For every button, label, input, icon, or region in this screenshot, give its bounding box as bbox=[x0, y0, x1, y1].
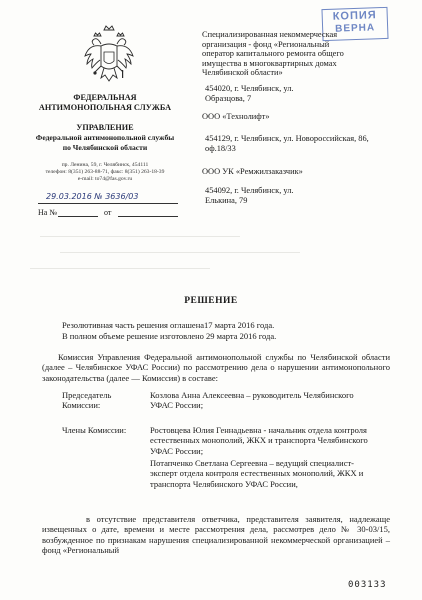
recipient-2-address: 454129, г. Челябинск, ул. Новороссийская, 86, оф.18/33 bbox=[205, 134, 369, 153]
chair-label: Председатель Комиссии: bbox=[62, 390, 112, 411]
department-line2: Федеральной антимонопольной службы bbox=[35, 133, 175, 142]
page-mark-number: 003133 bbox=[348, 580, 387, 590]
recipient-3-name: ООО УК «Ремжилзаказчик» bbox=[202, 167, 303, 176]
recipient-3-address: 454092, г. Челябинск, ул. Елькина, 79 bbox=[205, 186, 294, 205]
recipient-1-name: Специализированная некоммерческая организация - фонд «Региональный оператор капитального ремонта общего имущества в многоквартирных домах Челябинской области» bbox=[202, 30, 344, 78]
department-line3: по Челябинской области bbox=[62, 143, 148, 152]
members-label: Члены Комиссии: bbox=[62, 425, 127, 435]
full-decision-date: В полном объеме решение изготовлено 29 марта 2016 года. bbox=[62, 331, 277, 341]
contact-address: пр. Ленина, 59, г. Челябинск, 454111 bbox=[61, 162, 149, 168]
agency-name-line2: АНТИМОНОПОЛЬНАЯ СЛУЖБА bbox=[38, 103, 172, 112]
closing-paragraph: в отсутствие представителя ответчика, представителя заявителя, надлежаще извещенных о дате, времени и месте рассмотрения дела, рассмотрев дело № 30-03/15, возбужденное по признакам нарушения специализированной некоммерческой организацией – фонд «Региональный bbox=[42, 514, 390, 556]
intro-paragraph: Комиссия Управления Федеральной антимонопольной службы по Челябинской области (далее – Челябинское УФАС России) по рассмотрению дела о нарушении антимонопольного законодательства (далее — Комиссия) в составе: bbox=[42, 352, 390, 383]
coat-of-arms-emblem bbox=[84, 24, 134, 95]
agency-name-line1: ФЕДЕРАЛЬНАЯ bbox=[73, 93, 137, 102]
member-1: Ростовцева Юлия Геннадьевна - начальник отдела контроля естественных монополий, ЖКХ и транспорта Челябинского УФАС России; bbox=[150, 425, 368, 456]
stamp-line2: ВЕРНА bbox=[334, 22, 376, 35]
document-title: РЕШЕНИЕ bbox=[184, 296, 238, 306]
contact-phone-fax: телефон: 8(351) 263-88-71, факс: 8(351) 263-18-39 bbox=[45, 169, 165, 175]
recipient-2-name: ООО «Технолифт» bbox=[202, 112, 270, 121]
contact-email: e-mail: to74@fas.gov.ru bbox=[77, 176, 133, 182]
chair-text: Козлова Анна Алексеевна – руководитель Челябинского УФАС России; bbox=[150, 390, 354, 411]
reference-label: На № bbox=[38, 208, 57, 217]
stamp-line1: КОПИЯ bbox=[332, 9, 377, 23]
department-line1: УПРАВЛЕНИЕ bbox=[76, 123, 134, 132]
operative-part-date: Резолютивная часть решения оглашена17 марта 2016 года. bbox=[62, 320, 275, 330]
member-2: Потапченко Светлана Сергеевна – ведущий специалист-эксперт отдела контроля естественных монополий, ЖКХ и транспорта Челябинского УФАС России, bbox=[150, 458, 364, 489]
recipient-1-address: 454020, г. Челябинск, ул. Образцова, 7 bbox=[205, 84, 294, 103]
outgoing-date-number: 29.03.2016 № 3636/03 bbox=[46, 192, 139, 201]
reference-from-label: от bbox=[104, 208, 112, 217]
